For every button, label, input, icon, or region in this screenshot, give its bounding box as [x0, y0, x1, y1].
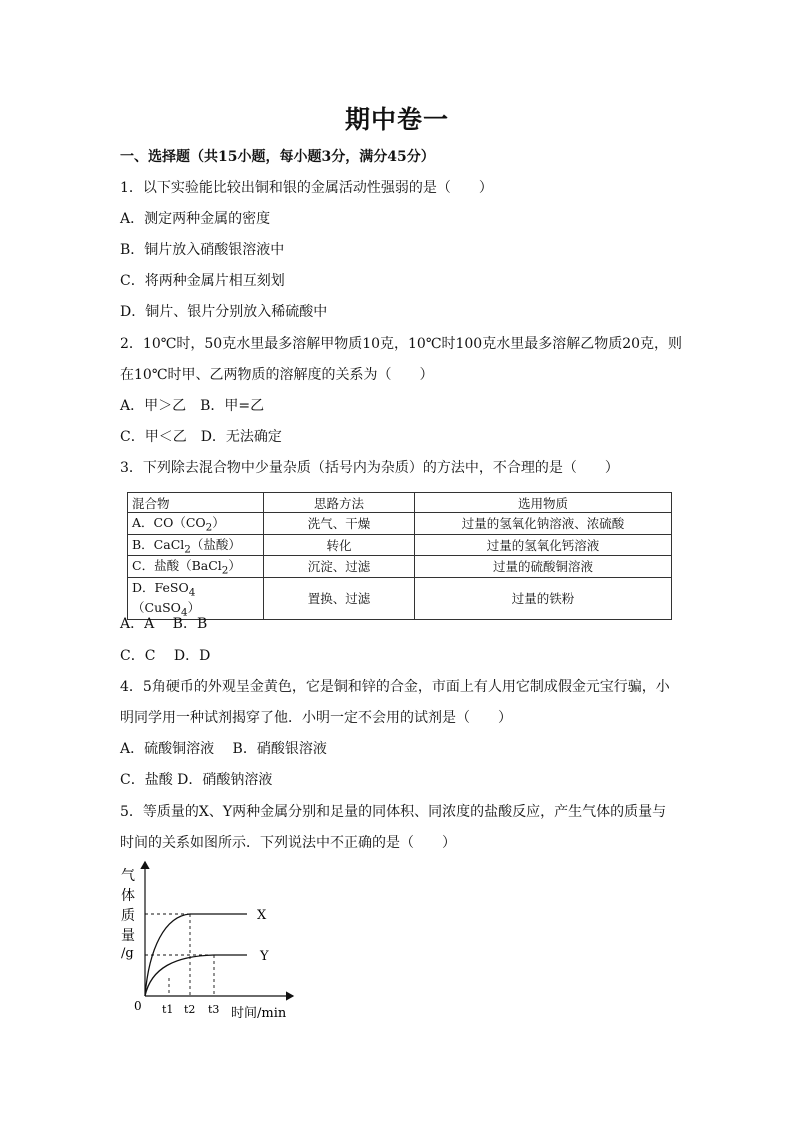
x-tick-label: t2: [184, 1003, 196, 1016]
table-row: [128, 513, 672, 535]
x-tick-label: t1: [162, 1003, 174, 1016]
q4-stem-line1: 4．5角硬币的外观呈金黄色，它是铜和锌的合金，市面上有人用它制成假金元宝行骗，小: [120, 679, 670, 695]
q3-stem: 3．下列除去混合物中少量杂质（括号内为杂质）的方法中，不合理的是（ ）: [120, 460, 619, 476]
gas-mass-time-chart: [115, 858, 305, 1018]
q1-option-a: A．测定两种金属的密度: [120, 211, 271, 227]
series-y-label: Y: [260, 949, 269, 964]
q1-stem: 1．以下实验能比较出铜和银的金属活动性强弱的是（ ）: [120, 180, 493, 196]
q1-option-b: B．铜片放入硝酸银溶液中: [120, 242, 285, 258]
table-cell-method: 置换、过滤: [264, 577, 415, 619]
q3-options-table: [127, 492, 672, 620]
x-tick-label: t3: [208, 1003, 220, 1016]
table-cell-mixture: D．FeSO$_4$（CuSO$_4$）: [128, 577, 264, 619]
table-header: 混合物: [128, 493, 264, 513]
table-cell-material: 过量的氢氧化钠溶液、浓硫酸: [415, 513, 672, 535]
q1-option-d: D．铜片、银片分别放入稀硫酸中: [120, 304, 328, 320]
table-row: [128, 534, 672, 556]
table-cell-mixture: C．盐酸（BaCl$_2$）: [128, 556, 264, 578]
q5-stem-line1: 5．等质量的X、Y两种金属分别和足量的同体积、同浓度的盐酸反应，产生气体的质量与: [120, 804, 667, 820]
q4-options-cd: C．盐酸 D．硝酸钠溶液: [120, 772, 273, 788]
y-axis-label-char: 量: [121, 928, 135, 944]
table-cell-material: 过量的氢氧化钙溶液: [415, 534, 672, 556]
q3-options-cd: C．C D．D: [120, 648, 211, 664]
q4-options-ab: A．硫酸铜溶液 B．硝酸银溶液: [120, 741, 327, 757]
table-cell-material: 过量的硫酸铜溶液: [415, 556, 672, 578]
q4-stem-line2: 明同学用一种试剂揭穿了他．小明一定不会用的试剂是（ ）: [120, 710, 512, 726]
x-axis-label: 时间/min: [231, 1006, 287, 1018]
table-header: 选用物质: [415, 493, 672, 513]
y-axis-label-char: 体: [121, 888, 135, 904]
q2-options-ab: A．甲＞乙 B．甲=乙: [120, 398, 265, 414]
section-heading: 一、选择题（共15小题，每小题3分，满分45分）: [120, 149, 435, 165]
table-cell-method: 沉淀、过滤: [264, 556, 415, 578]
origin-label: 0: [134, 999, 142, 1013]
q2-stem-line1: 2．10℃时，50克水里最多溶解甲物质10克，10℃时100克水里最多溶解乙物质20克，则: [120, 336, 683, 352]
table-header: 思路方法: [264, 493, 415, 513]
series-y-curve: [145, 955, 247, 996]
q2-stem-line2: 在10℃时甲、乙两物质的溶解度的关系为（ ）: [120, 367, 434, 383]
y-axis-label-char: 质: [121, 908, 135, 924]
q1-option-c: C．将两种金属片相互刻划: [120, 273, 285, 289]
series-x-label: X: [257, 908, 267, 923]
q5-stem-line2: 时间的关系如图所示．下列说法中不正确的是（ ）: [120, 835, 456, 851]
y-axis-label-char: 气: [121, 868, 135, 884]
q2-options-cd: C．甲＜乙 D．无法确定: [120, 429, 282, 445]
table-cell-method: 转化: [264, 534, 415, 556]
table-row: [128, 556, 672, 578]
table-cell-mixture: B．CaCl$_2$（盐酸）: [128, 534, 264, 556]
y-axis-label-char: /g: [121, 946, 134, 961]
table-header-row: [128, 493, 672, 513]
table-cell-method: 洗气、干燥: [264, 513, 415, 535]
page-title: 期中卷一: [344, 105, 449, 134]
q3-options-ab: A．A B．B: [120, 616, 208, 632]
table-cell-material: 过量的铁粉: [415, 577, 672, 619]
table-cell-mixture: A．$CO(CO_2)$: [128, 513, 264, 535]
table-row: [128, 577, 672, 619]
